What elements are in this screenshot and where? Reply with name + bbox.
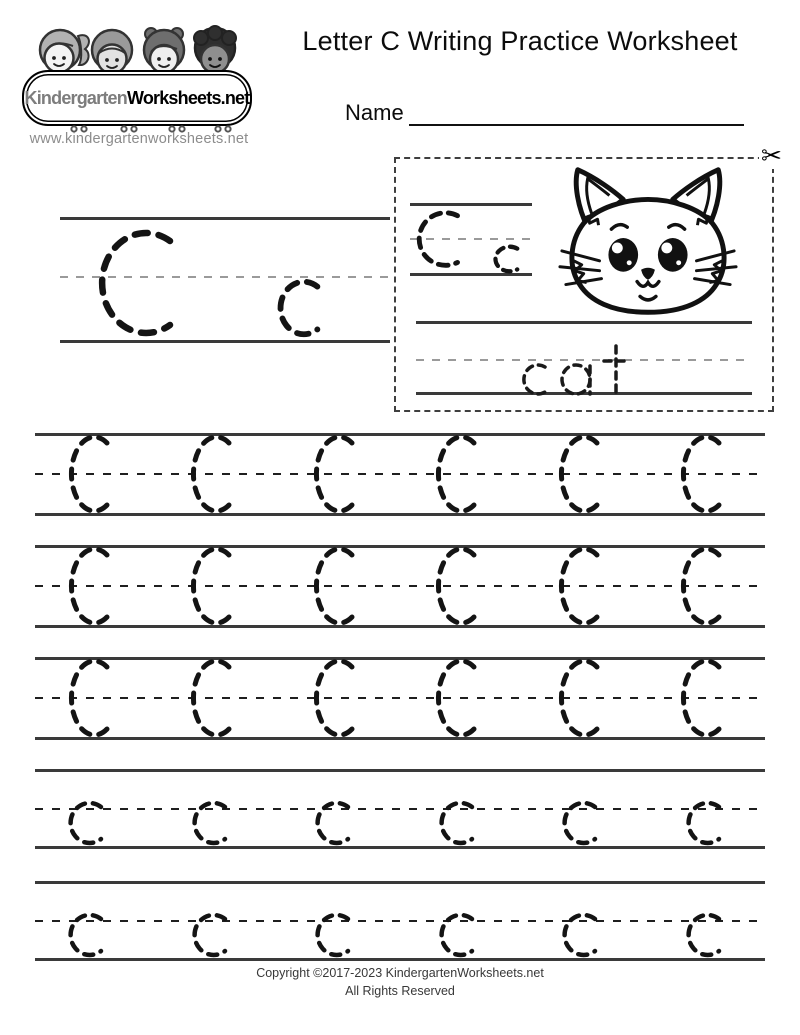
brand-name-part1: Kindergarten <box>24 87 127 108</box>
page-title: Letter C Writing Practice Worksheet <box>302 26 738 56</box>
traceable-letter-C-uppercase <box>551 431 607 517</box>
scissors-icon: ✂ <box>761 142 782 170</box>
traceable-letter-C-uppercase <box>673 655 729 741</box>
name-fill-in-line <box>409 100 744 126</box>
example-letter-C-uppercase <box>412 205 468 277</box>
traceable-letter-C-uppercase <box>306 655 362 741</box>
word-top-line <box>416 321 752 324</box>
example-letter-c-lowercase <box>480 241 528 277</box>
traceable-letter-c-lowercase <box>308 908 358 962</box>
big-example-letter-c-lowercase <box>260 273 332 343</box>
traceable-word-cat <box>512 334 652 396</box>
traceable-letter-c-lowercase <box>308 796 358 850</box>
practice-row-uppercase-1 <box>35 433 765 515</box>
traceable-letter-C-uppercase <box>428 431 484 517</box>
footer <box>0 964 800 1000</box>
traceable-letter-C-uppercase <box>551 655 607 741</box>
traceable-letter-c-lowercase <box>185 908 235 962</box>
footer-rights: All Rights Reserved <box>345 984 455 999</box>
traceable-letter-c-lowercase <box>61 908 111 962</box>
left-guide-top-line <box>60 217 390 220</box>
traceable-letter-C-uppercase <box>673 431 729 517</box>
word-practice-lines <box>416 321 752 395</box>
traceable-letter-C-uppercase <box>428 655 484 741</box>
traceable-letter-C-uppercase <box>183 655 239 741</box>
traceable-letter-C-uppercase <box>673 543 729 629</box>
name-row <box>345 100 744 126</box>
traceable-letter-c-lowercase <box>185 796 235 850</box>
practice-row-uppercase-2 <box>35 545 765 627</box>
traceable-letter-c-lowercase <box>61 796 111 850</box>
kindergarten-worksheets-logo <box>20 24 258 150</box>
brand-name-part2: Worksheets.net <box>126 87 250 108</box>
traceable-letter-C-uppercase <box>551 543 607 629</box>
traceable-letter-c-lowercase <box>555 796 605 850</box>
name-label: Name <box>345 100 404 125</box>
logo-badge <box>22 70 252 126</box>
traceable-letter-c-lowercase <box>679 908 729 962</box>
traceable-letter-C-uppercase <box>61 431 117 517</box>
traceable-letter-C-uppercase <box>428 543 484 629</box>
traceable-letter-c-lowercase <box>432 796 482 850</box>
traceable-letter-C-uppercase <box>306 543 362 629</box>
cutout-example-box <box>394 142 782 412</box>
traceable-letter-C-uppercase <box>306 431 362 517</box>
traceable-letter-c-lowercase <box>432 908 482 962</box>
website-url: www.kindergartenworksheets.net <box>29 131 249 147</box>
example-guide-lines <box>410 203 532 275</box>
traceable-letter-C-uppercase <box>183 431 239 517</box>
practice-row-lowercase-2 <box>35 881 765 960</box>
big-example-letter-C-uppercase <box>94 225 186 343</box>
traceable-letter-c-lowercase <box>555 908 605 962</box>
footer-copyright: Copyright ©2017-2023 KindergartenWorksheets.net <box>256 966 544 980</box>
traceable-letter-C-uppercase <box>61 543 117 629</box>
practice-row-lowercase-1 <box>35 769 765 848</box>
left-guide-area <box>60 217 390 343</box>
traceable-letter-C-uppercase <box>61 655 117 741</box>
traceable-letter-c-lowercase <box>679 796 729 850</box>
practice-row-uppercase-3 <box>35 657 765 739</box>
cat-face-icon <box>554 163 742 323</box>
traceable-letter-C-uppercase <box>183 543 239 629</box>
